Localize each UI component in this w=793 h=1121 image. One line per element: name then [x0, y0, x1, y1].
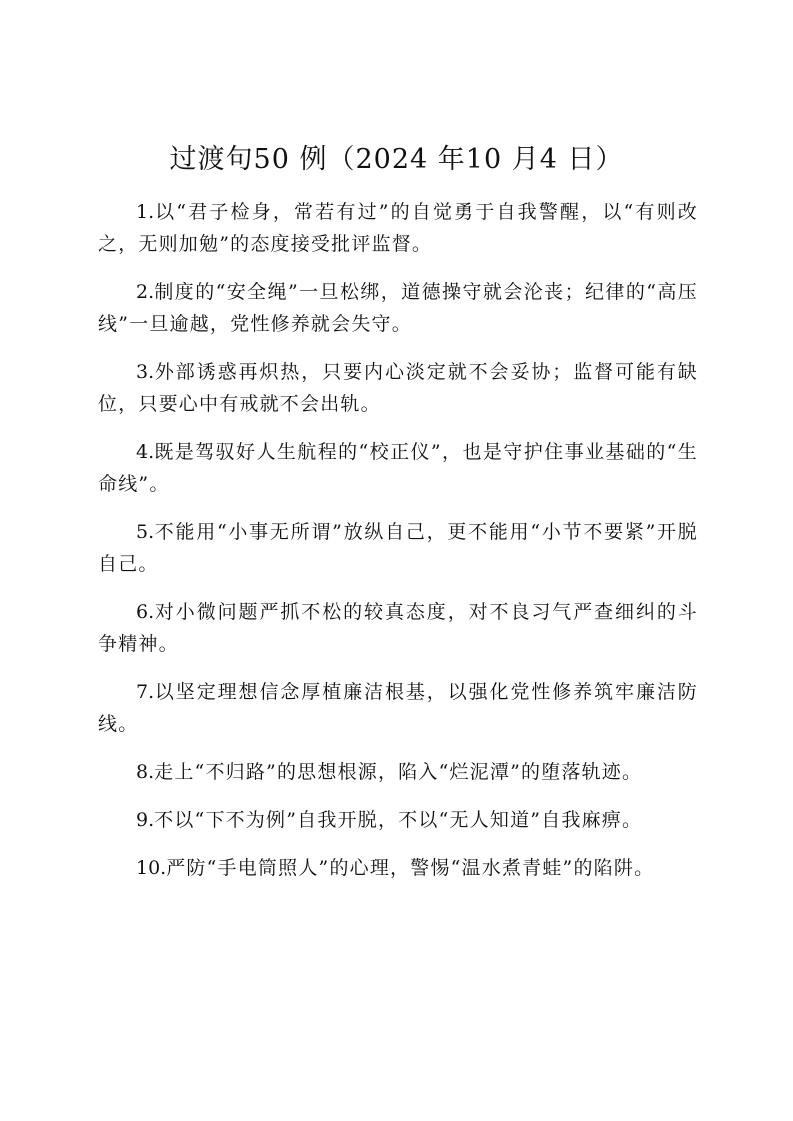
list-item	[98, 356, 698, 420]
list-item	[98, 516, 698, 580]
list-item	[98, 436, 698, 500]
list-item	[98, 596, 698, 660]
item-text: 制度的“安全绳”一旦松绑，道德操守就会沦丧；纪律的“高压线”一旦逾越，党性修养就会失守。	[98, 281, 698, 335]
item-number: 7.	[136, 681, 155, 703]
item-number: 2.	[136, 281, 155, 303]
item-text: 对小微问题严抓不松的较真态度，对不良习气严查细纠的斗争精神。	[98, 601, 698, 655]
item-text: 不能用“小事无所谓”放纵自己，更不能用“小节不要紧”开脱自己。	[98, 521, 698, 575]
list-item	[98, 276, 698, 340]
list-item	[98, 676, 698, 740]
item-number: 9.	[136, 809, 155, 831]
list-item	[98, 804, 698, 836]
item-text: 以“君子检身，常若有过”的自觉勇于自我警醒，以“有则改之，无则加勉”的态度接受批评监督。	[98, 201, 698, 255]
item-text: 严防“手电筒照人”的心理，警惕“温水煮青蛙”的陷阱。	[166, 857, 655, 879]
list-item	[98, 756, 698, 788]
item-text: 外部诱惑再炽热，只要内心淡定就不会妥协；监督可能有缺位，只要心中有戒就不会出轨。	[98, 361, 698, 415]
item-text: 不以“下不为例”自我开脱，不以“无人知道”自我麻痹。	[154, 809, 643, 831]
item-number: 4.	[136, 441, 155, 463]
document-title: 过渡句50 例（2024 年10 月4 日）	[169, 144, 624, 175]
list-item	[98, 196, 698, 260]
item-text: 以坚定理想信念厚植廉洁根基，以强化党性修养筑牢廉洁防线。	[98, 681, 698, 735]
transition-sentence-list	[98, 196, 698, 900]
item-text: 既是驾驭好人生航程的“校正仪”，也是守护住事业基础的“生命线”。	[98, 441, 698, 495]
item-number: 3.	[136, 361, 155, 383]
list-item	[98, 852, 698, 884]
item-number: 6.	[136, 601, 155, 623]
item-number: 1.	[136, 201, 155, 223]
item-number: 5.	[136, 521, 155, 543]
item-text: 走上“不归路”的思想根源，陷入“烂泥潭”的堕落轨迹。	[154, 761, 643, 783]
item-number: 8.	[136, 761, 155, 783]
item-number: 10.	[136, 857, 167, 879]
